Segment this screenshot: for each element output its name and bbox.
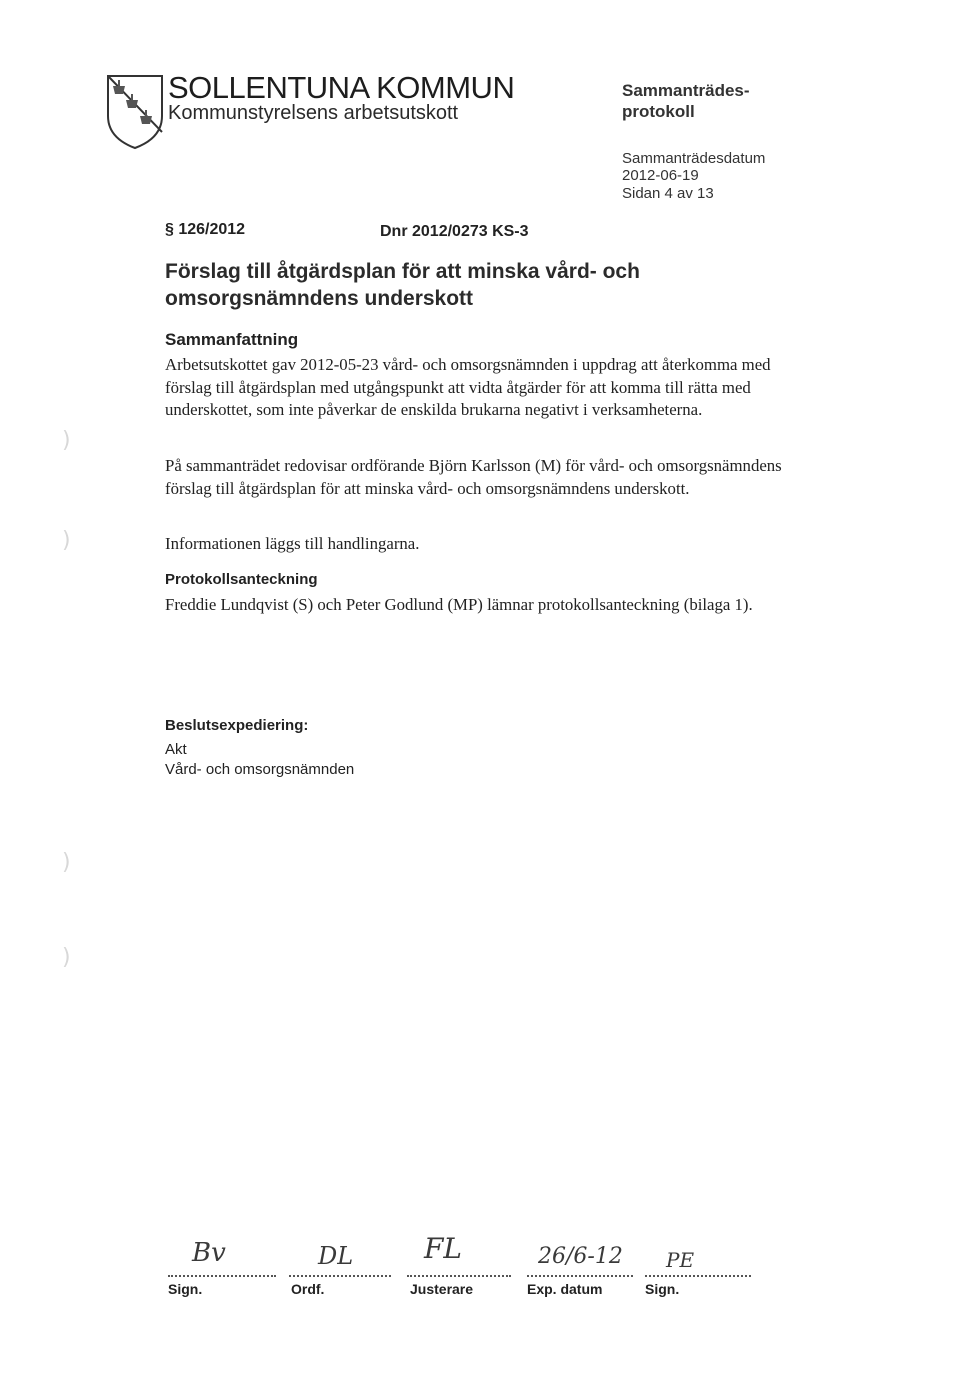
paragraph-number: § 126/2012 [165, 221, 246, 238]
signature-line [168, 1275, 276, 1277]
page-number: Sidan 4 av 13 [622, 185, 714, 202]
signature-label: Sign. [645, 1281, 680, 1297]
margin-mark: ) [62, 945, 71, 970]
distribution-heading: Beslutsexpediering: [165, 717, 309, 734]
dispatch-date-label: Exp. datum [527, 1281, 603, 1297]
handwritten-initials-4: PE [666, 1248, 695, 1272]
document-type-line-1: Sammanträdes- [622, 81, 750, 100]
summary-paragraph-3: Informationen läggs till handlingarna. [165, 534, 420, 553]
organization-name: SOLLENTUNA KOMMUN [168, 70, 515, 105]
signature-line [645, 1275, 751, 1277]
distribution-item: Akt [165, 741, 187, 758]
handwritten-initials-2: DL [318, 1242, 354, 1270]
protocol-note-heading: Protokollsanteckning [165, 571, 318, 588]
distribution-item: Vård- och omsorgsnämnden [165, 761, 355, 778]
margin-mark: ) [62, 528, 71, 553]
meeting-date-value: 2012-06-19 [622, 167, 699, 184]
handwritten-initials-3: FL [424, 1232, 463, 1265]
signature-label: Sign. [168, 1281, 203, 1297]
meeting-date-label: Sammanträdesdatum [622, 150, 766, 167]
protocol-note-text: Freddie Lundqvist (S) och Peter Godlund (MP) lämnar protokollsanteckning (bilaga 1). [165, 595, 753, 614]
document-type-line-2: protokoll [622, 102, 695, 121]
signature-line [527, 1275, 633, 1277]
signature-line [289, 1275, 391, 1277]
document-type [622, 80, 750, 122]
adjuster-label: Justerare [410, 1281, 474, 1297]
chairman-label: Ordf. [291, 1281, 325, 1297]
municipal-crest-icon [104, 72, 166, 150]
handwritten-initials-1: Bv [192, 1238, 226, 1268]
margin-mark: ) [62, 428, 71, 453]
case-title: Förslag till åtgärdsplan för att minska vård- och omsorgsnämndens underskott [165, 260, 640, 310]
summary-paragraph-2: På sammanträdet redovisar ordförande Björn Karlsson (M) för vård- och omsorgsnämndens förslag till åtgärdsplan för att minska vård- och omsorgsnämndens underskott. [165, 456, 782, 498]
organization-department: Kommunstyrelsens arbetsutskott [168, 102, 459, 124]
summary-paragraph-1: Arbetsutskottet gav 2012-05-23 vård- och omsorgsnämnden i uppdrag att återkomma med förslag till åtgärdsplan med utgångspunkt att vidta åtgärder för att komma till rätta med underskottet, som inte påverkar de enskilda brukarna negativt i verksamheterna. [165, 355, 771, 419]
handwritten-date: 26/6-12 [538, 1244, 623, 1269]
margin-mark: ) [62, 850, 71, 875]
signature-line [407, 1275, 511, 1277]
summary-heading: Sammanfattning [165, 330, 299, 349]
diary-number: Dnr 2012/0273 KS-3 [380, 223, 529, 240]
